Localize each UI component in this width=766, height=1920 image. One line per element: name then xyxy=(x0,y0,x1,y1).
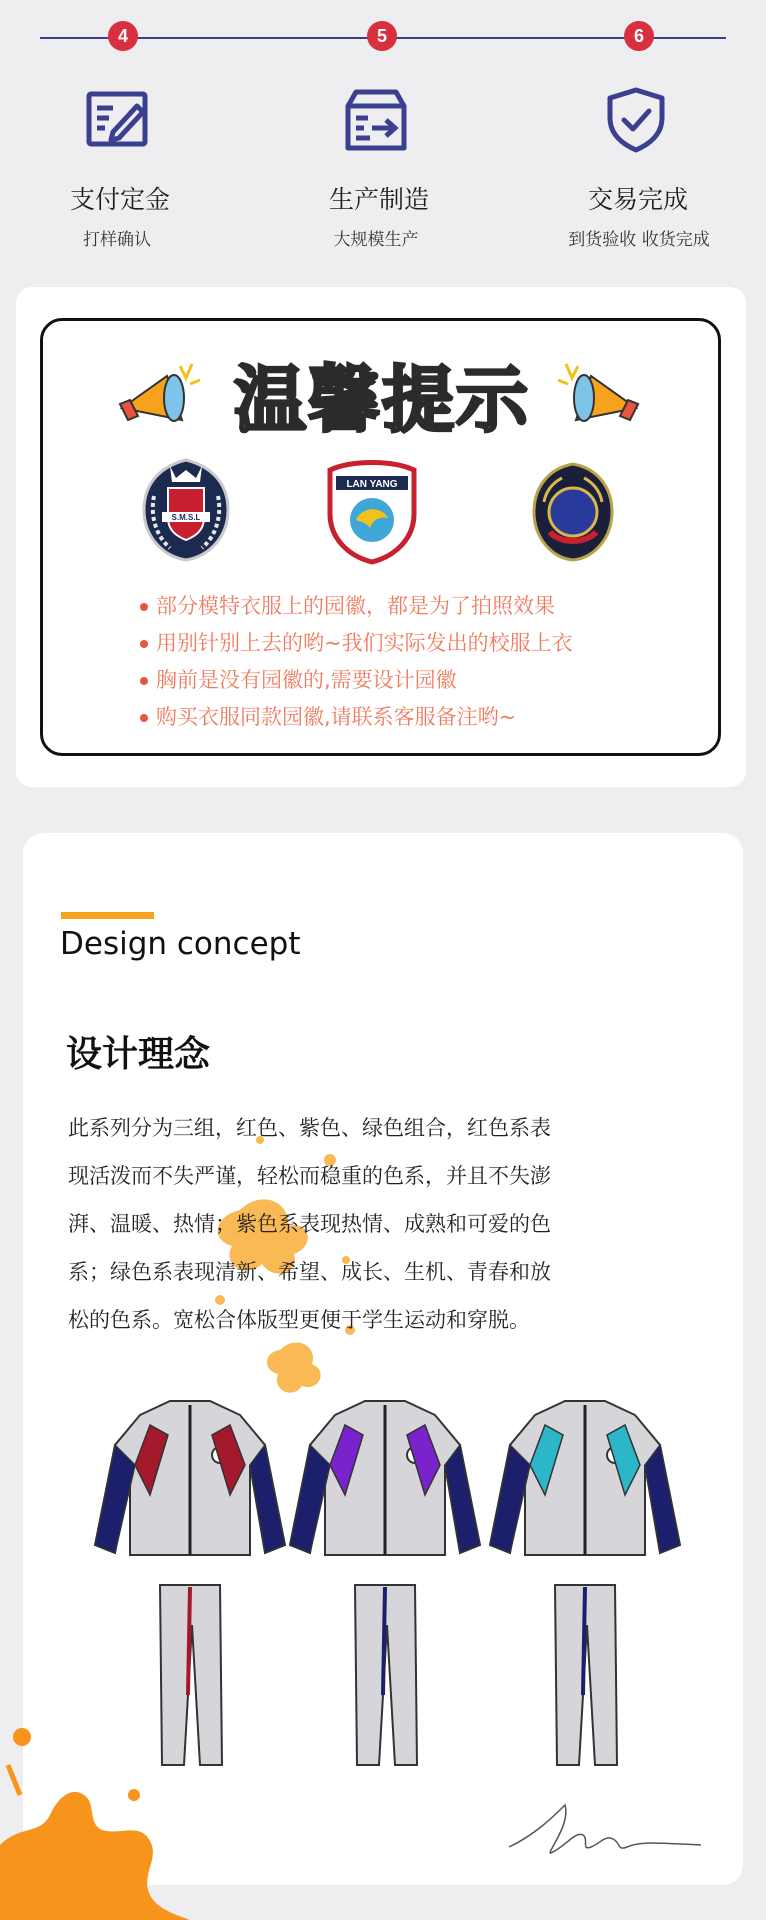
tip-line-3: 胸前是没有园徽的,需要设计园徽 xyxy=(140,664,457,694)
paint-splash-decoration xyxy=(200,1100,360,1400)
design-paragraph-line-4: 系；绿色系表现清新、希望、成长、生机、青春和放 xyxy=(68,1260,551,1284)
step-4-subtitle: 打样确认 xyxy=(83,230,151,250)
step-6-badge: 6 xyxy=(624,21,654,51)
school-crest-badge-2 xyxy=(322,456,422,566)
badge-2-text: LAN YANG xyxy=(346,479,398,490)
bullet-dot-icon xyxy=(140,714,148,722)
orange-splash-decoration xyxy=(0,1725,190,1920)
megaphone-right-icon xyxy=(556,358,646,438)
uniform-red-set xyxy=(95,1401,285,1765)
design-paragraph-line-5: 松的色系。宽松合体版型更便于学生运动和穿脱。 xyxy=(68,1308,530,1332)
bullet-dot-icon xyxy=(140,640,148,648)
step-5-subtitle: 大规模生产 xyxy=(333,230,419,250)
design-cn-title: 设计理念 xyxy=(66,1034,211,1075)
step-6-subtitle: 到货验收 收货完成 xyxy=(568,230,710,250)
tip-line-4: 购买衣服同款园徽,请联系客服备注哟~ xyxy=(140,701,516,731)
megaphone-left-icon xyxy=(112,358,202,438)
school-crest-badge-1 xyxy=(140,456,232,564)
tip-line-1: 部分模特衣服上的园徽，都是为了拍照效果 xyxy=(140,590,555,620)
step-4-title: 支付定金 xyxy=(69,185,170,214)
production-box-icon xyxy=(340,84,412,156)
step-4-badge: 4 xyxy=(108,21,138,51)
school-crest-badge-3 xyxy=(530,460,616,564)
bullet-dot-icon xyxy=(140,677,148,685)
badge-1-text: S.M.S.L xyxy=(171,513,201,522)
design-en-title: Design concept xyxy=(60,926,301,962)
design-paragraph-line-1: 此系列分为三组，红色、紫色、绿色组合，红色系表 xyxy=(68,1116,551,1140)
shield-check-icon xyxy=(600,84,672,156)
tips-title: 温馨提示 xyxy=(233,358,530,442)
uniform-purple-set xyxy=(290,1401,480,1765)
bullet-dot-icon xyxy=(140,603,148,611)
signature-scribble xyxy=(505,1795,705,1865)
step-5-badge: 5 xyxy=(367,21,397,51)
edit-document-icon xyxy=(83,84,155,156)
step-5-title: 生产制造 xyxy=(328,185,429,214)
design-paragraph-line-2: 现活泼而不失严谨，轻松而稳重的色系，并且不失澎 xyxy=(68,1164,551,1188)
uniform-teal-set xyxy=(490,1401,680,1765)
tip-line-2: 用别针别上去的哟~我们实际发出的校服上衣 xyxy=(140,627,573,657)
design-paragraph-line-3: 湃、温暖、热情；紫色系表现热情、成熟和可爱的色 xyxy=(68,1212,551,1236)
step-6-title: 交易完成 xyxy=(587,185,688,214)
accent-bar xyxy=(61,912,154,919)
